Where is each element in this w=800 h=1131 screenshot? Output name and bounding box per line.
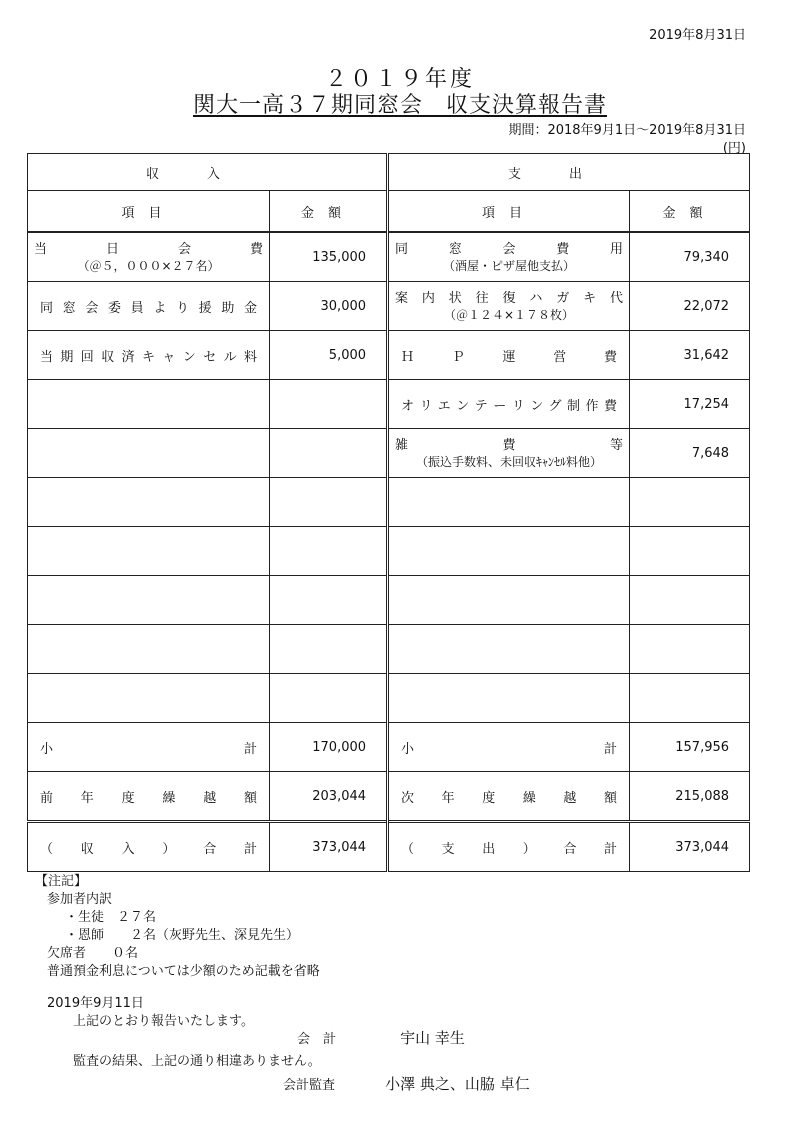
table-row: [28, 282, 750, 331]
students-count: ・生徒 ２７名: [65, 910, 157, 925]
empty-cell: [270, 429, 388, 478]
table-row: [28, 576, 750, 625]
column-header-row: [28, 191, 750, 233]
expense-amount-header: 金額: [630, 191, 750, 233]
accountant-label: 会 計: [297, 1032, 337, 1047]
table-row: [28, 478, 750, 527]
expense-total: 373,044: [630, 822, 750, 872]
expense-item-header: 項目: [388, 191, 630, 233]
auditor-names: 小澤 典之、山脇 卓仁: [385, 1075, 530, 1093]
expense-item: 雑費等 （振込手数料、未回収ｷｬﾝｾﾙ料他）: [388, 429, 630, 478]
notes: [35, 873, 530, 1095]
subtotal-row: [28, 723, 750, 772]
income-item: 同窓会委員より援助金: [28, 282, 270, 331]
table-row: [28, 625, 750, 674]
income-subtotal-label: 小計: [28, 723, 270, 772]
auditor-line: [35, 1075, 530, 1095]
income-amount: 135,000: [270, 232, 388, 282]
expense-subtotal-label: 小計: [388, 723, 630, 772]
document-date: 2019年8月31日: [649, 28, 746, 43]
expense-item: 同窓会費用 （酒屋・ピザ屋他支払）: [388, 232, 630, 282]
income-item: 当期回収済キャンセル料: [28, 331, 270, 380]
table-row: [28, 429, 750, 478]
table-row: [28, 232, 750, 282]
income-total-label: （収入）合計: [28, 822, 270, 872]
audit-text: 監査の結果、上記の通り相違ありません。: [73, 1054, 321, 1069]
income-total: 373,044: [270, 822, 388, 872]
income-item-header: 項目: [28, 191, 270, 233]
title-year: ２０１９年度: [324, 67, 475, 92]
empty-cell: [28, 429, 270, 478]
empty-cell: [28, 380, 270, 429]
expense-item: ＨＰ運営費: [388, 331, 630, 380]
expense-header: 支出: [388, 154, 750, 191]
income-header: 収入: [28, 154, 388, 191]
income-amount: 30,000: [270, 282, 388, 331]
table-row: [28, 527, 750, 576]
income-item: 当日会費 （＠５，０００×２７名）: [28, 232, 270, 282]
table-row: [28, 331, 750, 380]
table-row: [28, 674, 750, 723]
notes-heading: 【注記】: [35, 874, 88, 889]
income-amount: 5,000: [270, 331, 388, 380]
teachers-count: ・恩師 ２名（灰野先生、深見先生）: [65, 928, 300, 943]
expense-amount: 79,340: [630, 232, 750, 282]
unit-label: (円): [722, 141, 746, 156]
accountant-line: [35, 1029, 530, 1049]
next-carryover-label: 次年度繰越額: [388, 772, 630, 822]
report-table: [27, 153, 750, 872]
total-row: [28, 822, 750, 872]
expense-amount: 22,072: [630, 282, 750, 331]
expense-item: オリエンテーリング制作費: [388, 380, 630, 429]
participants-label: 参加者内訳: [47, 892, 113, 907]
period: 期間：2018年9月1日～2019年8月31日: [508, 123, 746, 138]
page-title: [0, 88, 800, 119]
income-subtotal: 170,000: [270, 723, 388, 772]
title-text: 関大一高３７期同窓会 収支決算報告書: [192, 93, 607, 118]
prev-carryover: 203,044: [270, 772, 388, 822]
expense-amount: 7,648: [630, 429, 750, 478]
empty-cell: [270, 380, 388, 429]
next-carryover: 215,088: [630, 772, 750, 822]
prev-carryover-label: 前年度繰越額: [28, 772, 270, 822]
interest-note: 普通預金利息については少額のため記載を省略: [47, 964, 320, 979]
accountant-name: 宇山 幸生: [400, 1029, 465, 1047]
expense-subtotal: 157,956: [630, 723, 750, 772]
carryover-row: [28, 772, 750, 822]
report-text: 上記のとおり報告いたします。: [73, 1014, 254, 1029]
table-row: [28, 380, 750, 429]
absent-count: 欠席者 ０名: [47, 946, 139, 961]
section-header-row: [28, 154, 750, 191]
expense-total-label: （支出）合計: [388, 822, 630, 872]
report-date: 2019年9月11日: [47, 996, 144, 1011]
income-amount-header: 金額: [270, 191, 388, 233]
expense-amount: 31,642: [630, 331, 750, 380]
expense-item: 案内状往復ハガキ代 （＠１２４×１７８枚）: [388, 282, 630, 331]
auditor-label: 会計監査: [283, 1078, 336, 1093]
expense-amount: 17,254: [630, 380, 750, 429]
